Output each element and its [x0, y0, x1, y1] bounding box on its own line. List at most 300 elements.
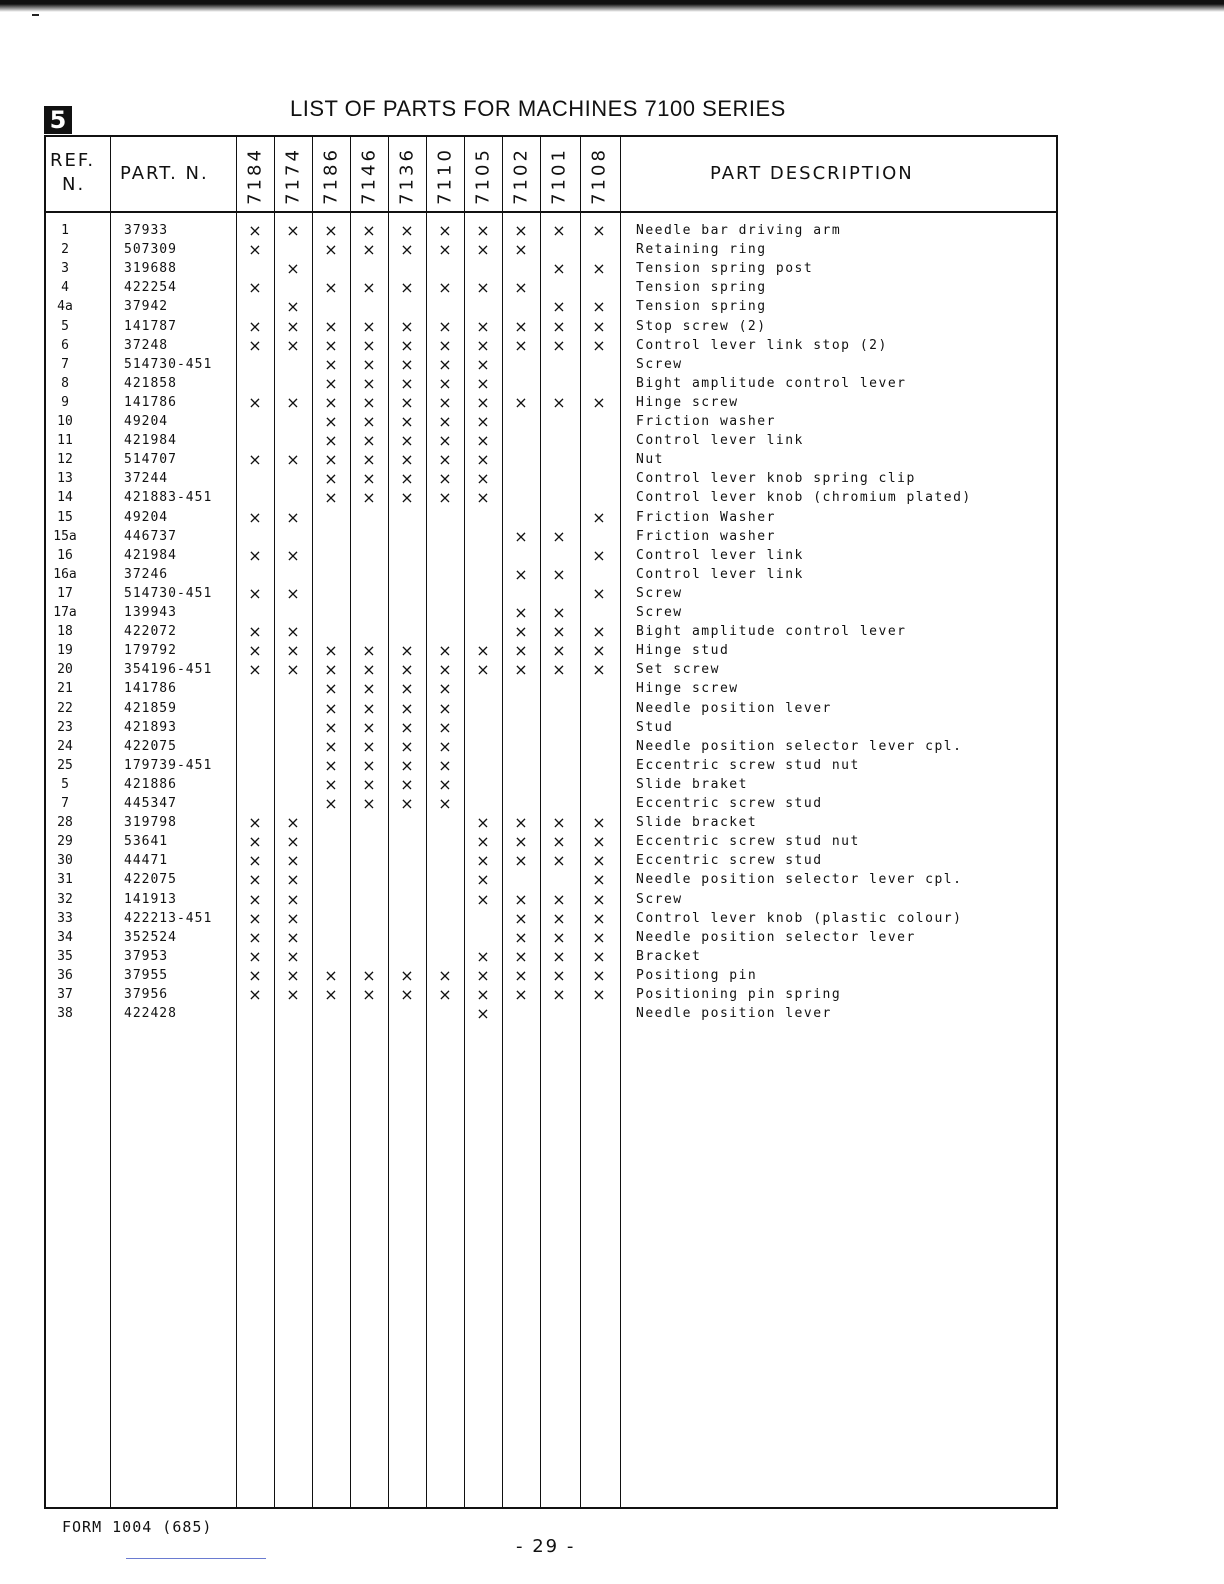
table-row: [46, 909, 1060, 928]
table-row: [46, 393, 1060, 412]
part-number: 422075: [124, 872, 177, 888]
part-description: Bight amplitude control lever: [636, 624, 907, 640]
applicability-mark: ×: [476, 488, 490, 508]
part-description: Control lever link: [636, 433, 804, 449]
applicability-mark: ×: [324, 679, 338, 699]
applicability-mark: ×: [476, 965, 490, 985]
applicability-mark: ×: [362, 450, 376, 470]
table-row: [46, 641, 1060, 660]
table-row: [46, 297, 1060, 316]
applicability-mark: ×: [248, 622, 262, 642]
applicability-mark: ×: [362, 373, 376, 393]
applicability-mark: ×: [476, 450, 490, 470]
applicability-mark: ×: [248, 851, 262, 871]
part-number: 514730-451: [124, 585, 213, 601]
part-number: 179792: [124, 643, 177, 659]
applicability-mark: ×: [552, 564, 566, 584]
applicability-mark: ×: [286, 507, 300, 527]
scan-mark: [32, 14, 39, 16]
part-description: Bracket: [636, 948, 702, 964]
part-description: Slide braket: [636, 776, 748, 792]
applicability-mark: ×: [324, 641, 338, 661]
ref-number: 12: [57, 452, 73, 468]
ref-number: 19: [57, 643, 73, 659]
table-row: [46, 679, 1060, 698]
table-row: [46, 966, 1060, 985]
part-number: 354196-451: [124, 662, 213, 678]
applicability-mark: ×: [592, 335, 606, 355]
table-row: [46, 622, 1060, 641]
applicability-mark: ×: [552, 335, 566, 355]
applicability-mark: ×: [324, 660, 338, 680]
applicability-mark: ×: [592, 813, 606, 833]
applicability-mark: ×: [476, 469, 490, 489]
applicability-mark: ×: [438, 679, 452, 699]
ref-number: 3: [61, 261, 69, 277]
table-row: [46, 699, 1060, 718]
applicability-mark: ×: [476, 316, 490, 336]
ref-number: 15: [57, 509, 73, 525]
part-number: 44471: [124, 853, 169, 869]
table-row: [46, 374, 1060, 393]
applicability-mark: ×: [438, 431, 452, 451]
table-row: [46, 947, 1060, 966]
header-ref-line1: REF.: [50, 150, 96, 171]
ref-number: 6: [61, 337, 69, 353]
applicability-mark: ×: [324, 316, 338, 336]
part-number: 422075: [124, 738, 177, 754]
applicability-mark: ×: [438, 469, 452, 489]
applicability-mark: ×: [514, 221, 528, 240]
ref-number: 37: [57, 987, 73, 1002]
applicability-mark: ×: [362, 354, 376, 374]
part-description: Friction Washer: [636, 509, 776, 525]
applicability-mark: ×: [476, 832, 490, 852]
applicability-mark: ×: [552, 660, 566, 680]
applicability-mark: ×: [248, 392, 262, 412]
applicability-mark: ×: [476, 851, 490, 871]
part-description: Stop screw (2): [636, 318, 767, 334]
part-number: 141786: [124, 394, 177, 410]
applicability-mark: ×: [248, 278, 262, 298]
part-number: 141787: [124, 318, 177, 334]
part-description: Friction washer: [636, 414, 776, 429]
part-number: 421984: [124, 433, 177, 449]
part-description: Needle position lever: [636, 1006, 832, 1022]
applicability-mark: ×: [248, 870, 262, 890]
table-row: [46, 527, 1060, 546]
applicability-mark: ×: [286, 946, 300, 966]
applicability-mark: ×: [476, 278, 490, 298]
applicability-mark: ×: [324, 335, 338, 355]
ref-number: 18: [57, 624, 73, 640]
machine-header-label: 7102: [510, 147, 532, 205]
applicability-mark: ×: [592, 392, 606, 412]
applicability-mark: ×: [438, 373, 452, 393]
machine-header-label: 7174: [282, 147, 304, 205]
part-number: 421883-451: [124, 490, 213, 506]
applicability-mark: ×: [438, 774, 452, 794]
applicability-mark: ×: [362, 698, 376, 718]
table-row: [46, 278, 1060, 297]
applicability-mark: ×: [592, 946, 606, 966]
applicability-mark: ×: [324, 450, 338, 470]
applicability-mark: ×: [400, 221, 414, 240]
part-description: Retaining ring: [636, 242, 767, 258]
part-description: Screw: [636, 891, 683, 907]
applicability-mark: ×: [248, 450, 262, 470]
applicability-mark: ×: [400, 965, 414, 985]
applicability-mark: ×: [592, 622, 606, 642]
applicability-mark: ×: [248, 660, 262, 680]
part-description: Control lever link: [636, 566, 804, 582]
machine-header: [236, 143, 274, 209]
applicability-mark: ×: [324, 698, 338, 718]
applicability-mark: ×: [552, 832, 566, 852]
applicability-mark: ×: [476, 889, 490, 909]
applicability-mark: ×: [400, 450, 414, 470]
applicability-mark: ×: [514, 526, 528, 546]
applicability-mark: ×: [400, 774, 414, 794]
table-row: [46, 603, 1060, 622]
part-number: 37956: [124, 987, 169, 1002]
table-row: [46, 508, 1060, 527]
applicability-mark: ×: [248, 221, 262, 240]
applicability-mark: ×: [324, 736, 338, 756]
applicability-mark: ×: [514, 889, 528, 909]
part-number: 422254: [124, 280, 177, 296]
applicability-mark: ×: [592, 316, 606, 336]
machine-header: [540, 143, 578, 209]
applicability-mark: ×: [286, 392, 300, 412]
ref-number: 10: [57, 414, 73, 429]
table-row: [46, 431, 1060, 450]
ref-number: 16a: [53, 566, 77, 582]
applicability-mark: ×: [400, 794, 414, 813]
ref-number: 30: [57, 853, 73, 869]
part-number: 421859: [124, 700, 177, 716]
applicability-mark: ×: [438, 335, 452, 355]
applicability-mark: ×: [592, 965, 606, 985]
machine-header-label: 7110: [434, 147, 456, 205]
applicability-mark: ×: [592, 221, 606, 240]
ref-number: 5: [61, 318, 69, 334]
applicability-mark: ×: [248, 985, 262, 1004]
applicability-mark: ×: [362, 736, 376, 756]
machine-header-label: 7101: [548, 147, 570, 205]
part-description: Tension spring: [636, 280, 767, 296]
applicability-mark: ×: [438, 392, 452, 412]
applicability-mark: ×: [286, 622, 300, 642]
applicability-mark: ×: [514, 832, 528, 852]
applicability-mark: ×: [592, 985, 606, 1004]
applicability-mark: ×: [324, 373, 338, 393]
table-row: [46, 355, 1060, 374]
applicability-mark: ×: [514, 240, 528, 260]
applicability-mark: ×: [552, 965, 566, 985]
applicability-mark: ×: [400, 717, 414, 737]
part-number: 507309: [124, 242, 177, 258]
applicability-mark: ×: [286, 450, 300, 470]
applicability-mark: ×: [286, 297, 300, 317]
applicability-mark: ×: [362, 965, 376, 985]
part-description: Eccentric screw stud nut: [636, 834, 860, 850]
applicability-mark: ×: [592, 660, 606, 680]
applicability-mark: ×: [248, 908, 262, 928]
table-row: [46, 775, 1060, 794]
table-row: [46, 412, 1060, 431]
part-description: Friction washer: [636, 528, 776, 544]
applicability-mark: ×: [476, 870, 490, 890]
applicability-mark: ×: [400, 488, 414, 508]
ref-number: 36: [57, 967, 73, 983]
applicability-mark: ×: [248, 316, 262, 336]
applicability-mark: ×: [514, 564, 528, 584]
applicability-mark: ×: [286, 965, 300, 985]
table-row: [46, 832, 1060, 851]
machine-header-label: 7146: [358, 147, 380, 205]
applicability-mark: ×: [362, 221, 376, 240]
applicability-mark: ×: [514, 927, 528, 947]
applicability-mark: ×: [324, 488, 338, 508]
applicability-mark: ×: [514, 813, 528, 833]
part-number: 139943: [124, 605, 177, 620]
applicability-mark: ×: [476, 431, 490, 451]
applicability-mark: ×: [324, 755, 338, 775]
parts-table: [44, 135, 1058, 1509]
part-description: Positioning pin spring: [636, 987, 842, 1002]
applicability-mark: ×: [438, 240, 452, 260]
applicability-mark: ×: [592, 259, 606, 279]
applicability-mark: ×: [476, 373, 490, 393]
part-number: 421858: [124, 375, 177, 391]
applicability-mark: ×: [514, 946, 528, 966]
applicability-mark: ×: [400, 412, 414, 431]
part-number: 421984: [124, 547, 177, 563]
scan-top-edge: [0, 0, 1224, 12]
applicability-mark: ×: [514, 603, 528, 622]
table-row: [46, 221, 1060, 240]
table-row: [46, 718, 1060, 737]
part-number: 446737: [124, 528, 177, 544]
applicability-mark: ×: [552, 603, 566, 622]
part-description: Tension spring: [636, 299, 767, 315]
applicability-mark: ×: [592, 583, 606, 603]
form-number: FORM 1004 (685): [62, 1518, 213, 1536]
part-description: Needle position lever: [636, 700, 832, 716]
part-number: 37933: [124, 223, 169, 238]
applicability-mark: ×: [438, 717, 452, 737]
part-number: 514730-451: [124, 356, 213, 372]
applicability-mark: ×: [324, 412, 338, 431]
applicability-mark: ×: [592, 851, 606, 871]
applicability-mark: ×: [514, 278, 528, 298]
part-description: Set screw: [636, 662, 720, 678]
applicability-mark: ×: [400, 985, 414, 1004]
part-description: Stud: [636, 719, 674, 735]
applicability-mark: ×: [552, 316, 566, 336]
applicability-mark: ×: [476, 354, 490, 374]
part-number: 514707: [124, 452, 177, 468]
table-row: [46, 756, 1060, 775]
applicability-mark: ×: [592, 908, 606, 928]
applicability-mark: ×: [438, 736, 452, 756]
table-row: [46, 565, 1060, 584]
applicability-mark: ×: [248, 335, 262, 355]
applicability-mark: ×: [286, 985, 300, 1004]
applicability-mark: ×: [438, 965, 452, 985]
part-description: Hinge stud: [636, 643, 730, 659]
applicability-mark: ×: [362, 278, 376, 298]
ref-number: 38: [57, 1006, 73, 1022]
applicability-mark: ×: [476, 641, 490, 661]
applicability-mark: ×: [438, 641, 452, 661]
applicability-mark: ×: [324, 469, 338, 489]
part-number: 422428: [124, 1006, 177, 1022]
ref-number: 7: [61, 796, 69, 811]
table-row: [46, 450, 1060, 469]
ref-number: 34: [57, 929, 73, 945]
ref-number: 7: [61, 356, 69, 372]
part-number: 422213-451: [124, 910, 213, 926]
applicability-mark: ×: [248, 832, 262, 852]
applicability-mark: ×: [248, 927, 262, 947]
applicability-mark: ×: [324, 240, 338, 260]
part-number: 141913: [124, 891, 177, 907]
ref-number: 16: [57, 547, 73, 563]
ref-number: 21: [57, 681, 73, 697]
part-number: 49204: [124, 509, 169, 525]
applicability-mark: ×: [514, 965, 528, 985]
applicability-mark: ×: [438, 316, 452, 336]
table-row: [46, 985, 1060, 1004]
applicability-mark: ×: [552, 221, 566, 240]
part-description: Screw: [636, 585, 683, 601]
applicability-mark: ×: [362, 717, 376, 737]
ref-number: 4: [61, 280, 69, 296]
applicability-mark: ×: [476, 985, 490, 1004]
applicability-mark: ×: [592, 545, 606, 565]
applicability-mark: ×: [362, 985, 376, 1004]
ref-number: 22: [57, 700, 73, 716]
ref-number: 23: [57, 719, 73, 735]
applicability-mark: ×: [400, 240, 414, 260]
part-number: 53641: [124, 834, 169, 850]
applicability-mark: ×: [438, 794, 452, 813]
part-number: 49204: [124, 414, 169, 429]
applicability-mark: ×: [286, 259, 300, 279]
applicability-mark: ×: [476, 813, 490, 833]
applicability-mark: ×: [552, 889, 566, 909]
ref-number: 28: [57, 815, 73, 831]
ref-number: 25: [57, 757, 73, 773]
ref-number: 14: [57, 490, 73, 506]
applicability-mark: ×: [592, 641, 606, 661]
applicability-mark: ×: [400, 660, 414, 680]
part-description: Control lever knob spring clip: [636, 471, 916, 487]
ref-number: 1: [61, 223, 69, 238]
applicability-mark: ×: [400, 736, 414, 756]
part-description: Control lever link: [636, 547, 804, 563]
applicability-mark: ×: [514, 392, 528, 412]
part-number: 445347: [124, 796, 177, 811]
ref-number: 20: [57, 662, 73, 678]
applicability-mark: ×: [324, 794, 338, 813]
applicability-mark: ×: [286, 660, 300, 680]
applicability-mark: ×: [438, 488, 452, 508]
machine-header-label: 7105: [472, 147, 494, 205]
applicability-mark: ×: [476, 946, 490, 966]
applicability-mark: ×: [362, 774, 376, 794]
machine-header-label: 7136: [396, 147, 418, 205]
applicability-mark: ×: [476, 240, 490, 260]
part-description: Screw: [636, 356, 683, 372]
applicability-mark: ×: [248, 813, 262, 833]
applicability-mark: ×: [286, 851, 300, 871]
ref-number: 9: [61, 394, 69, 410]
applicability-mark: ×: [400, 679, 414, 699]
table-row: [46, 240, 1060, 259]
part-number: 37953: [124, 948, 169, 964]
applicability-mark: ×: [362, 660, 376, 680]
scan-underline: [126, 1558, 266, 1559]
applicability-mark: ×: [552, 297, 566, 317]
part-number: 319798: [124, 815, 177, 831]
applicability-mark: ×: [400, 469, 414, 489]
part-description: Needle position selector lever cpl.: [636, 872, 963, 888]
applicability-mark: ×: [362, 679, 376, 699]
applicability-mark: ×: [552, 813, 566, 833]
applicability-mark: ×: [400, 316, 414, 336]
machine-header-label: 7186: [320, 147, 342, 205]
machine-header: [274, 143, 312, 209]
ref-number: 15a: [53, 528, 77, 544]
applicability-mark: ×: [248, 889, 262, 909]
applicability-mark: ×: [514, 622, 528, 642]
machine-header: [312, 143, 350, 209]
applicability-mark: ×: [400, 354, 414, 374]
machine-header-label: 7108: [588, 147, 610, 205]
ref-number: 2: [61, 242, 69, 258]
applicability-mark: ×: [286, 813, 300, 833]
ref-number: 29: [57, 834, 73, 850]
ref-number: 11: [57, 433, 73, 449]
applicability-mark: ×: [514, 660, 528, 680]
applicability-mark: ×: [324, 774, 338, 794]
applicability-mark: ×: [362, 794, 376, 813]
applicability-mark: ×: [362, 755, 376, 775]
applicability-mark: ×: [324, 717, 338, 737]
applicability-mark: ×: [324, 354, 338, 374]
machine-header-label: 7184: [244, 147, 266, 205]
header-description: PART DESCRIPTION: [710, 163, 914, 184]
applicability-mark: ×: [438, 698, 452, 718]
applicability-mark: ×: [552, 946, 566, 966]
header-part: PART. N.: [120, 163, 209, 184]
part-description: Slide bracket: [636, 815, 758, 831]
applicability-mark: ×: [286, 927, 300, 947]
machine-header: [388, 143, 426, 209]
applicability-mark: ×: [552, 622, 566, 642]
part-description: Nut: [636, 452, 664, 468]
applicability-mark: ×: [552, 526, 566, 546]
part-description: Eccentric screw stud nut: [636, 757, 860, 773]
applicability-mark: ×: [400, 431, 414, 451]
page-title: LIST OF PARTS FOR MACHINES 7100 SERIES: [290, 96, 786, 121]
ref-number: 8: [61, 375, 69, 391]
applicability-mark: ×: [286, 316, 300, 336]
applicability-mark: ×: [438, 985, 452, 1004]
